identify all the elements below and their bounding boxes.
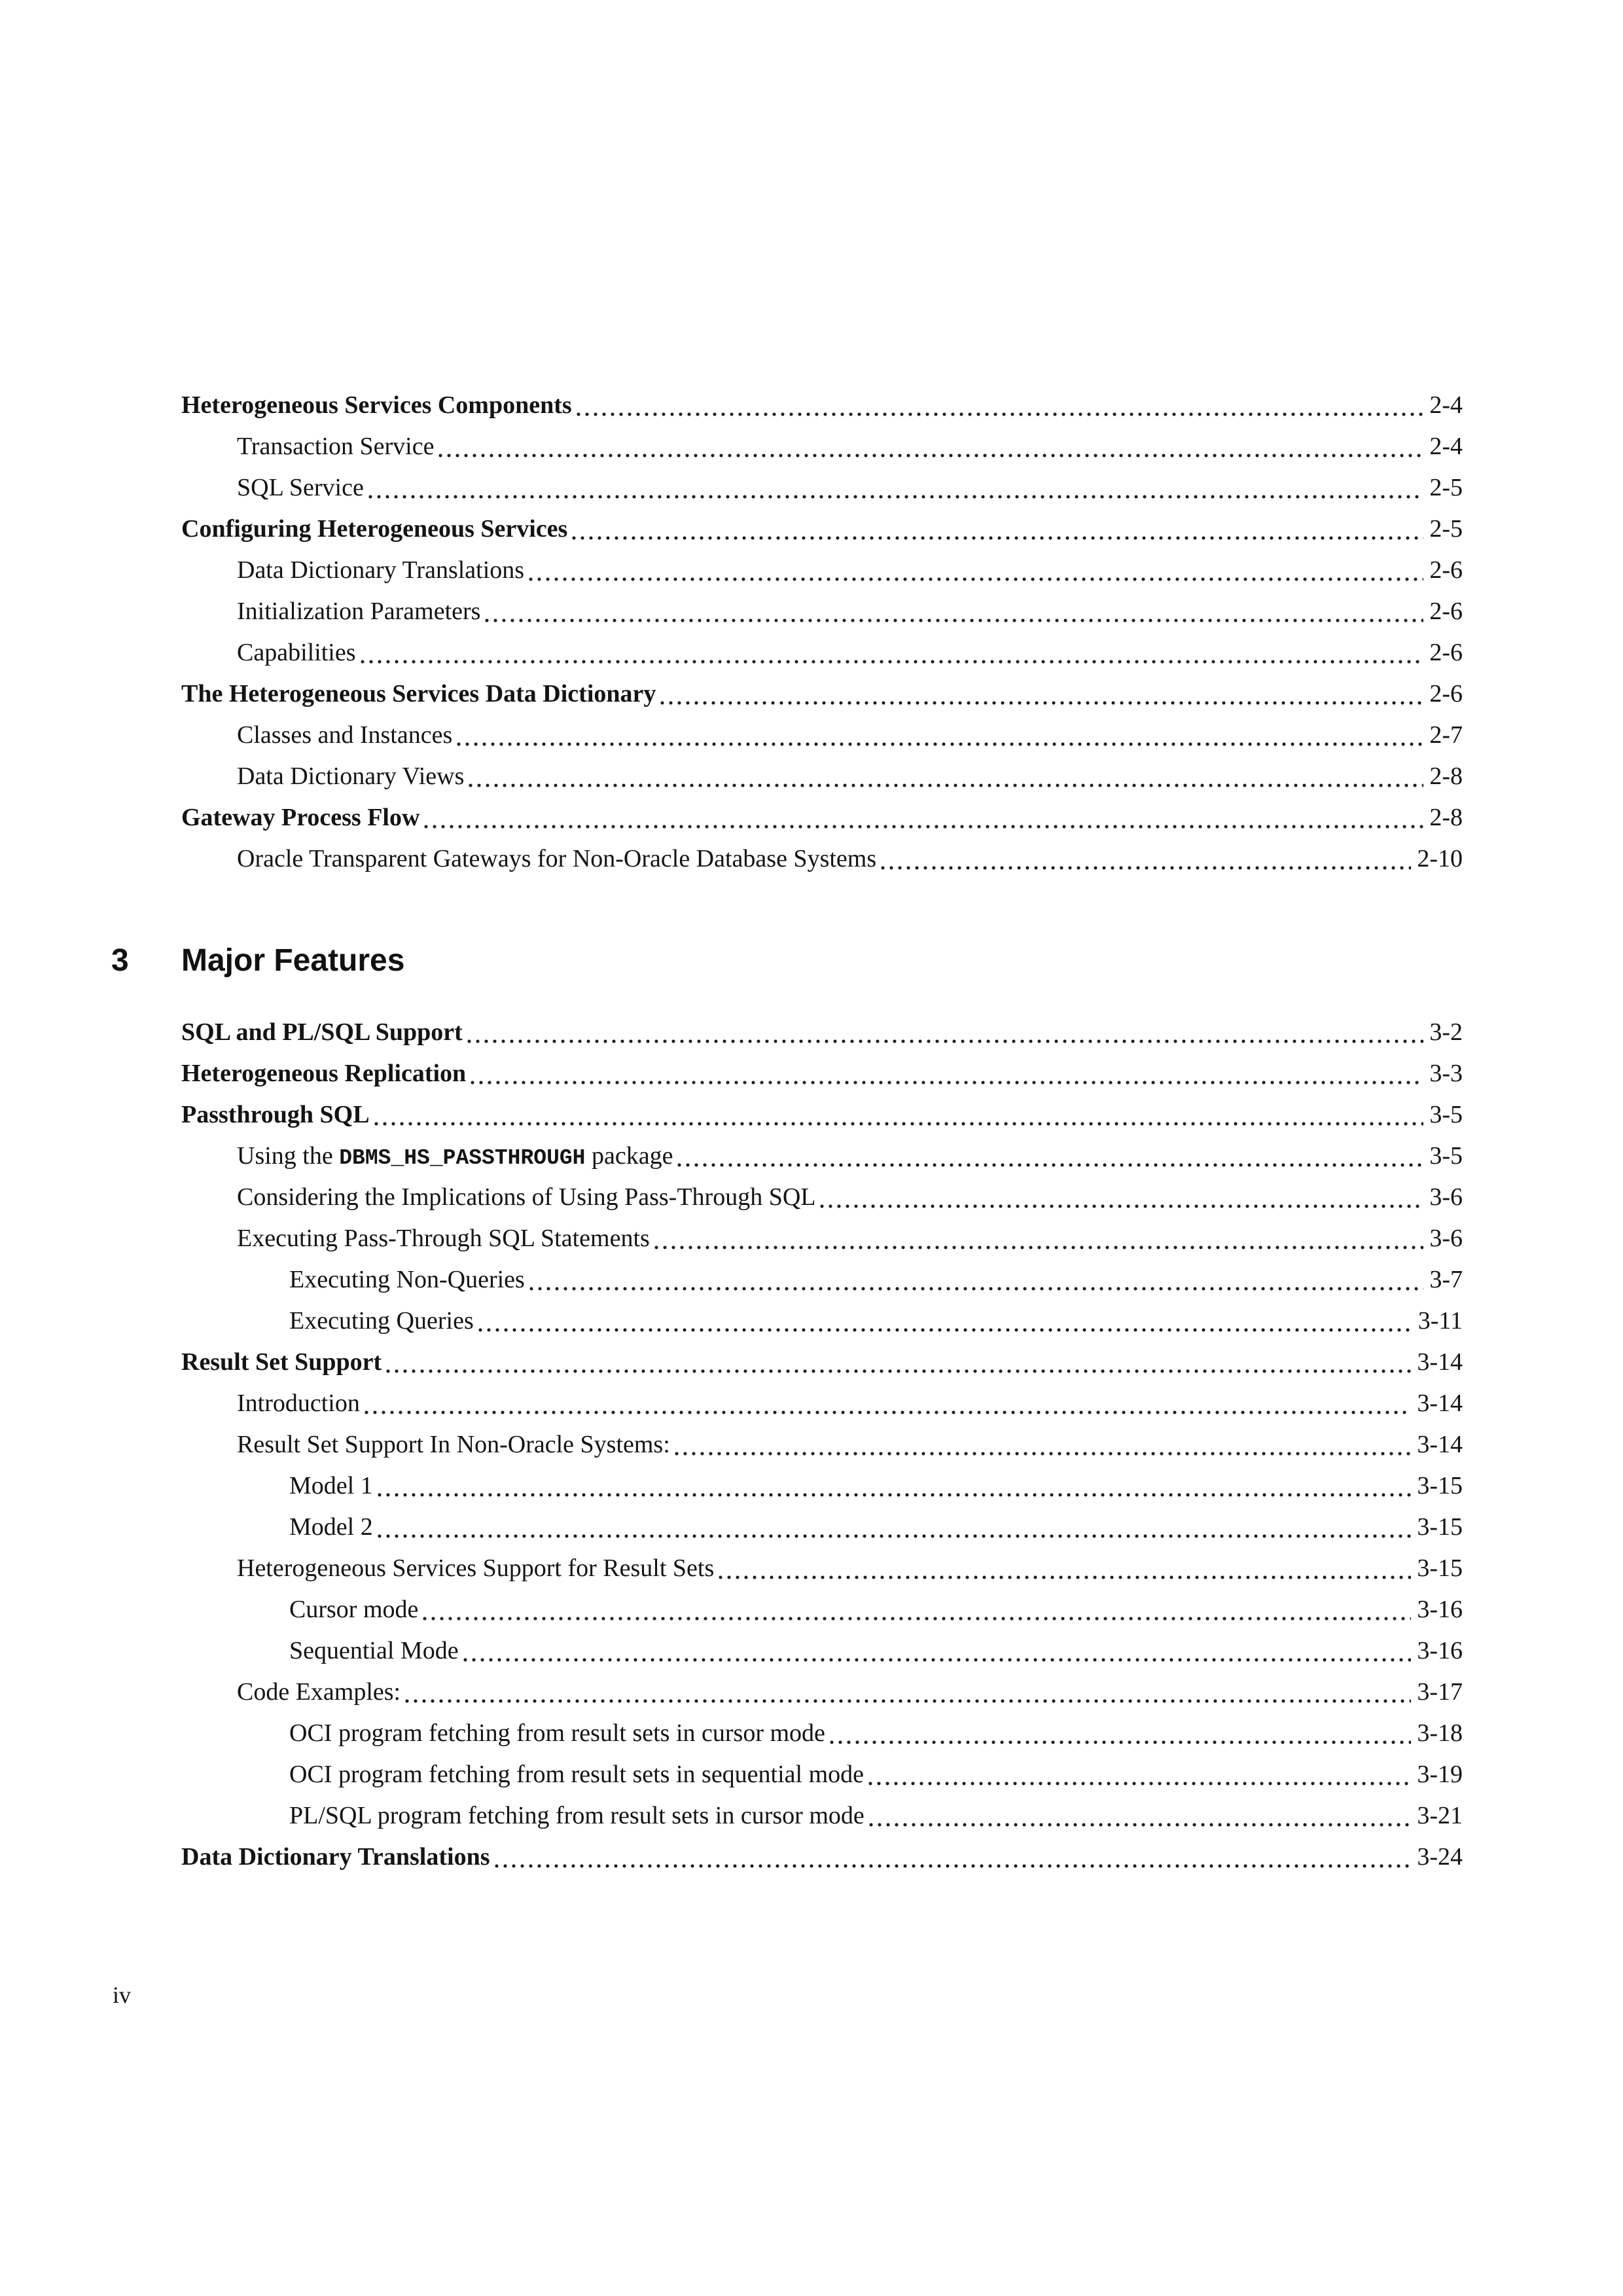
- dotted-leader: [457, 715, 1423, 756]
- toc-page-number: 3-7: [1429, 1266, 1463, 1293]
- dotted-leader: [467, 1012, 1424, 1053]
- toc-entry[interactable]: [111, 1259, 1463, 1300]
- dotted-leader: [438, 426, 1423, 467]
- toc-entry[interactable]: [111, 673, 1463, 715]
- toc-page-number: 3-24: [1417, 1843, 1463, 1871]
- dotted-leader: [495, 1837, 1412, 1878]
- dotted-leader: [378, 1507, 1412, 1548]
- toc-page-number: 3-19: [1417, 1761, 1463, 1788]
- toc-entry[interactable]: [111, 1012, 1463, 1053]
- toc-entry[interactable]: [111, 1136, 1463, 1177]
- dotted-leader: [378, 1465, 1412, 1507]
- toc-entry[interactable]: [111, 467, 1463, 509]
- toc-entry-title: OCI program fetching from result sets in sequential mode: [289, 1761, 865, 1788]
- toc-page-number: 3-3: [1429, 1060, 1463, 1087]
- toc-entry[interactable]: [111, 1795, 1463, 1837]
- toc-page-number: 2-6: [1429, 598, 1463, 625]
- toc-entry[interactable]: [111, 797, 1463, 838]
- toc-entry-title: Classes and Instances: [237, 721, 453, 749]
- dotted-leader: [572, 509, 1423, 550]
- toc-entry[interactable]: [111, 1465, 1463, 1507]
- dotted-leader: [675, 1424, 1412, 1465]
- toc-entry[interactable]: [111, 1754, 1463, 1795]
- toc-page-number: 3-5: [1429, 1142, 1463, 1170]
- toc-entry[interactable]: [111, 385, 1463, 426]
- toc-page-number: 2-10: [1417, 845, 1463, 872]
- toc-page-number: 3-16: [1417, 1637, 1463, 1664]
- toc-entry[interactable]: [111, 1837, 1463, 1878]
- toc-entry-title: PL/SQL program fetching from result sets in cursor mode: [289, 1802, 865, 1829]
- toc-entry[interactable]: [111, 756, 1463, 797]
- toc-entry-title: Transaction Service: [237, 433, 435, 460]
- toc-entry-title: Heterogeneous Services Components: [181, 391, 572, 419]
- toc-entry-title: SQL Service: [237, 474, 364, 501]
- toc-entry-title: Initialization Parameters: [237, 598, 481, 625]
- dotted-leader: [386, 1342, 1411, 1383]
- dotted-leader: [529, 550, 1423, 591]
- toc-entry[interactable]: [111, 838, 1463, 880]
- toc-entry-title: Heterogeneous Replication: [181, 1060, 467, 1087]
- toc-entry[interactable]: [111, 1672, 1463, 1713]
- toc-page-number: 3-11: [1418, 1307, 1463, 1335]
- dotted-leader: [485, 591, 1423, 632]
- toc-entry-title: Sequential Mode: [289, 1637, 459, 1664]
- toc-entry[interactable]: [111, 632, 1463, 673]
- dotted-leader: [677, 1136, 1423, 1177]
- toc-page-number: 3-14: [1417, 1431, 1463, 1458]
- chapter-heading: [111, 937, 1463, 984]
- toc-page-number: 3-17: [1417, 1678, 1463, 1706]
- toc-entry[interactable]: [111, 1589, 1463, 1630]
- toc-entry[interactable]: [111, 591, 1463, 632]
- toc-section: [111, 385, 1463, 880]
- toc-page-number: 3-5: [1429, 1101, 1463, 1128]
- toc-page-number: 3-16: [1417, 1596, 1463, 1623]
- toc-entry-title: Code Examples:: [237, 1678, 401, 1706]
- toc-entry-title: Result Set Support: [181, 1348, 382, 1376]
- dotted-leader: [423, 1589, 1411, 1630]
- toc-entry-title: Model 2: [289, 1513, 373, 1541]
- toc-entry-title: Oracle Transparent Gateways for Non-Oracle Database Systems: [237, 845, 877, 872]
- toc-entry[interactable]: [111, 1094, 1463, 1136]
- dotted-leader: [424, 797, 1423, 838]
- toc-entry[interactable]: [111, 1630, 1463, 1672]
- toc-page-number: 3-6: [1429, 1225, 1463, 1252]
- toc-entry-title: Data Dictionary Views: [237, 762, 465, 790]
- dotted-leader: [463, 1630, 1412, 1672]
- toc-entry-title: Data Dictionary Translations: [181, 1843, 490, 1871]
- toc-entry[interactable]: [111, 1548, 1463, 1589]
- toc-page-number: 2-6: [1429, 639, 1463, 666]
- code-identifier: DBMS_HS_PASSTHROUGH: [339, 1146, 586, 1170]
- toc-page-number: 2-4: [1429, 391, 1463, 419]
- dotted-leader: [869, 1795, 1412, 1837]
- toc-root: [111, 385, 1463, 1878]
- toc-entry-title: Executing Non-Queries: [289, 1266, 525, 1293]
- toc-entry-title: The Heterogeneous Services Data Dictionary: [181, 680, 656, 708]
- toc-entry[interactable]: [111, 1300, 1463, 1342]
- toc-entry-title: Configuring Heterogeneous Services: [181, 515, 568, 543]
- toc-page-number: 3-2: [1429, 1018, 1463, 1046]
- toc-entry[interactable]: [111, 1053, 1463, 1094]
- dotted-leader: [820, 1177, 1423, 1218]
- toc-entry[interactable]: [111, 1383, 1463, 1424]
- toc-page-number: 2-4: [1429, 433, 1463, 460]
- toc-entry-title: Introduction: [237, 1390, 360, 1417]
- toc-entry-title: SQL and PL/SQL Support: [181, 1018, 463, 1046]
- toc-entry-title: Considering the Implications of Using Pass-Through SQL: [237, 1183, 816, 1211]
- toc-entry-title: Executing Pass-Through SQL Statements: [237, 1225, 650, 1252]
- toc-page-number: 3-15: [1417, 1472, 1463, 1499]
- toc-page-number: 2-6: [1429, 556, 1463, 584]
- toc-entry[interactable]: [111, 509, 1463, 550]
- toc-page-number: 2-5: [1429, 474, 1463, 501]
- toc-entry[interactable]: [111, 550, 1463, 591]
- toc-page-number: 2-7: [1429, 721, 1463, 749]
- dotted-leader: [361, 632, 1424, 673]
- toc-page-number: 2-6: [1429, 680, 1463, 708]
- toc-page-number: 3-18: [1417, 1719, 1463, 1747]
- toc-page-number: 3-15: [1417, 1554, 1463, 1582]
- toc-page-number: 3-14: [1417, 1348, 1463, 1376]
- toc-page-number: 3-14: [1417, 1390, 1463, 1417]
- toc-entry[interactable]: [111, 1218, 1463, 1259]
- toc-entry-title: Result Set Support In Non-Oracle Systems:: [237, 1431, 670, 1458]
- toc-entry-title: Gateway Process Flow: [181, 804, 420, 831]
- dotted-leader: [368, 467, 1424, 509]
- dotted-leader: [577, 385, 1424, 426]
- dotted-leader: [660, 673, 1423, 715]
- toc-entry[interactable]: [111, 1424, 1463, 1465]
- title-text: Using the: [237, 1142, 340, 1170]
- toc-page-number: 3-15: [1417, 1513, 1463, 1541]
- toc-entry-title: OCI program fetching from result sets in cursor mode: [289, 1719, 825, 1747]
- toc-section: [111, 937, 1463, 1878]
- toc-entry[interactable]: [111, 1713, 1463, 1754]
- dotted-leader: [719, 1548, 1411, 1589]
- dotted-leader: [868, 1754, 1411, 1795]
- dotted-leader: [881, 838, 1411, 880]
- toc-entry-title: Heterogeneous Services Support for Result Sets: [237, 1554, 715, 1582]
- toc-page-number: 3-21: [1417, 1802, 1463, 1829]
- toc-entry-title: Cursor mode: [289, 1596, 419, 1623]
- toc-entry-title: Executing Queries: [289, 1307, 474, 1335]
- dotted-leader: [405, 1672, 1411, 1713]
- toc-entry-title: Data Dictionary Translations: [237, 556, 525, 584]
- toc-entry-title: [237, 1136, 673, 1177]
- toc-page-number: 3-6: [1429, 1183, 1463, 1211]
- toc-entry-title: Passthrough SQL: [181, 1101, 370, 1128]
- toc-page-number: 2-8: [1429, 804, 1463, 831]
- chapter-title: Major Features: [181, 943, 405, 978]
- chapter-number: 3: [111, 943, 129, 978]
- page-footer-number: iv: [113, 1982, 132, 2008]
- toc-entry-title: Capabilities: [237, 639, 356, 666]
- toc-entry-title: Model 1: [289, 1472, 373, 1499]
- dotted-leader: [469, 756, 1423, 797]
- toc-content: [111, 385, 1463, 1878]
- toc-entry[interactable]: [111, 715, 1463, 756]
- toc-entry[interactable]: [111, 1177, 1463, 1218]
- dotted-leader: [471, 1053, 1423, 1094]
- dotted-leader: [654, 1218, 1424, 1259]
- dotted-leader: [478, 1300, 1412, 1342]
- dotted-leader: [529, 1259, 1424, 1300]
- toc-page-number: 2-8: [1429, 762, 1463, 790]
- toc-page-number: 2-5: [1429, 515, 1463, 543]
- dotted-leader: [365, 1383, 1411, 1424]
- dotted-leader: [830, 1713, 1411, 1754]
- toc-entry[interactable]: [111, 1342, 1463, 1383]
- title-text: package: [585, 1142, 673, 1170]
- dotted-leader: [374, 1094, 1424, 1136]
- toc-entry[interactable]: [111, 426, 1463, 467]
- toc-entry[interactable]: [111, 1507, 1463, 1548]
